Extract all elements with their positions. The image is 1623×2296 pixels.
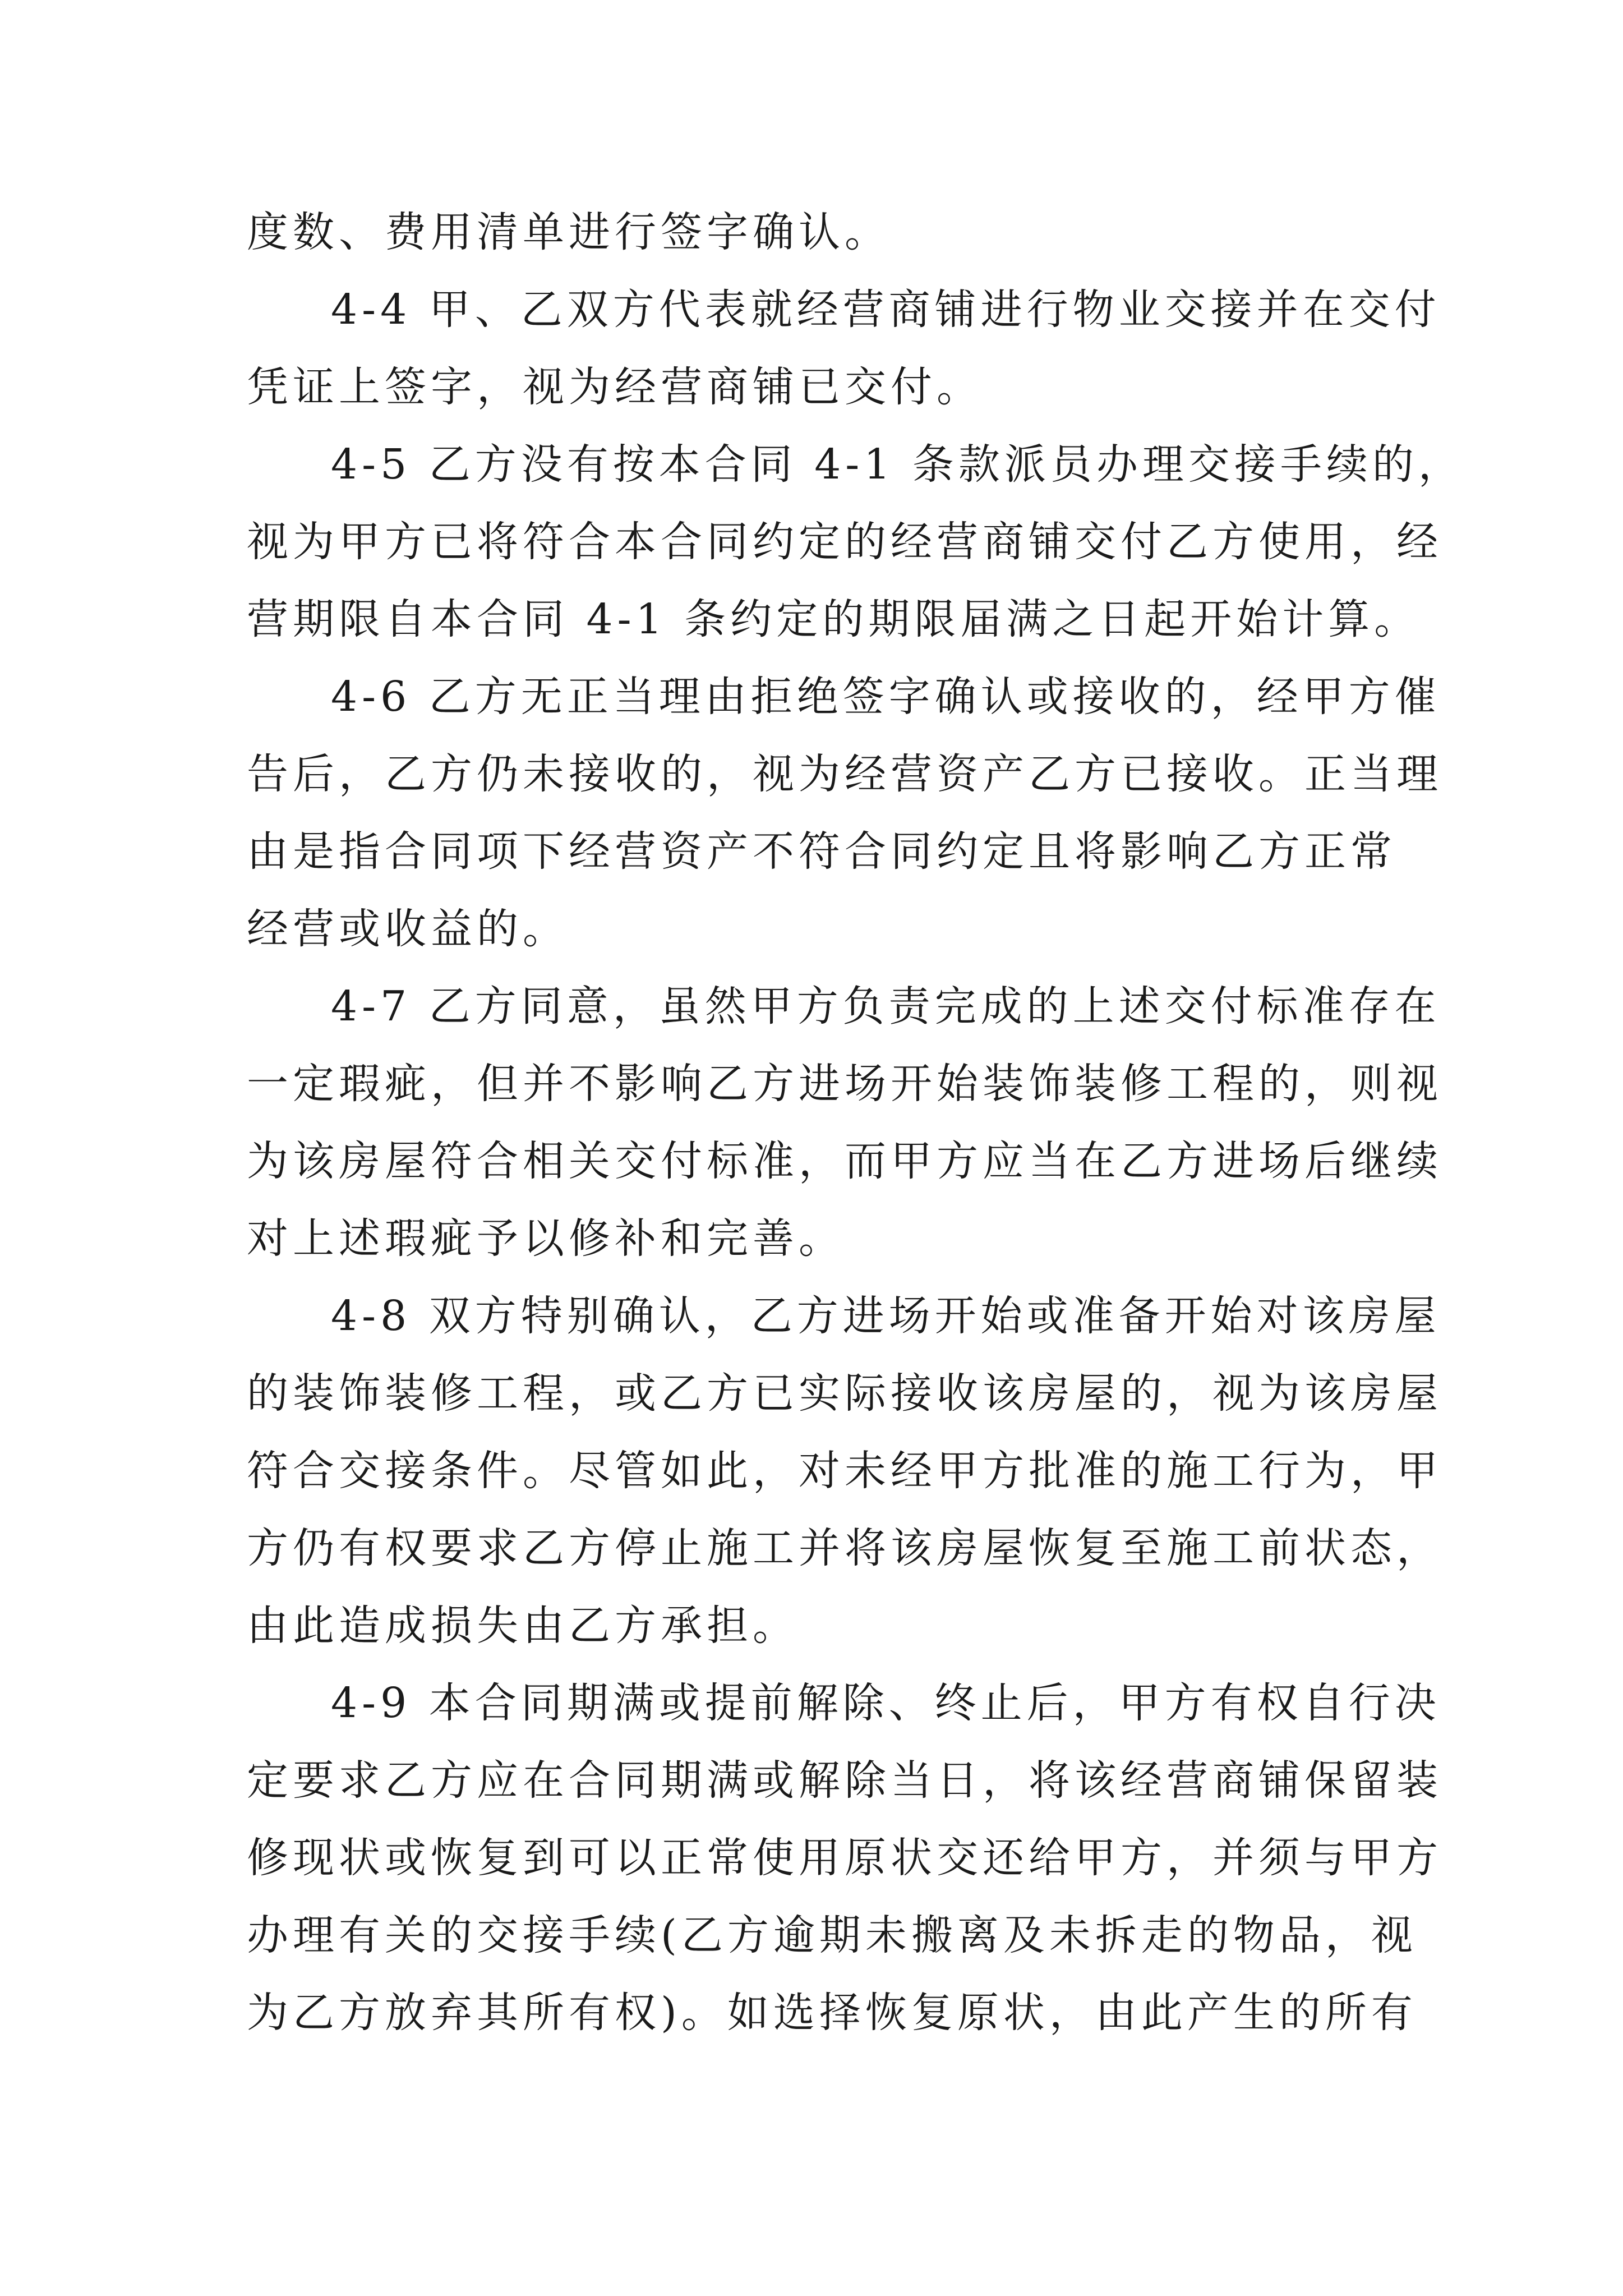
text-line: 对上述瑕疵予以修补和完善。	[247, 1214, 845, 1263]
text-line: 凭证上签字，视为经营商铺已交付。	[247, 363, 983, 411]
text-line: 4-5 乙方没有按本合同 4-1 条款派员办理交接手续的，	[331, 440, 1464, 489]
text-line: 为该房屋符合相关交付标准，而甲方应当在乙方进场后继续	[247, 1137, 1442, 1185]
text-line: 经营或收益的。	[247, 905, 569, 953]
text-line: 办理有关的交接手续(乙方逾期未搬离及未拆走的物品，视	[247, 1911, 1417, 1959]
text-line: 修现状或恢复到可以正常使用原状交还给甲方，并须与甲方	[247, 1834, 1442, 1882]
paragraph-clause-4-6	[247, 658, 1442, 968]
text-line: 定要求乙方应在合同期满或解除当日，将该经营商铺保留装	[247, 1756, 1442, 1805]
text-line: 4-7 乙方同意，虽然甲方负责完成的上述交付标准存在	[331, 982, 1441, 1030]
text-line: 由是指合同项下经营资产不符合同约定且将影响乙方正常	[247, 827, 1396, 876]
text-line: 符合交接条件。尽管如此，对未经甲方批准的施工行为，甲	[247, 1447, 1442, 1495]
paragraph-clause-4-9	[247, 1664, 1442, 2051]
text-line: 为乙方放弃其所有权)。如选择恢复原状，由此产生的所有	[247, 1989, 1417, 2037]
text-line: 4-9 本合同期满或提前解除、终止后，甲方有权自行决	[331, 1679, 1441, 1727]
paragraph-clause-4-4	[247, 271, 1441, 426]
text-line: 4-4 甲、乙双方代表就经营商铺进行物业交接并在交付	[331, 286, 1441, 334]
text-line: 视为甲方已将符合本合同约定的经营商铺交付乙方使用，经	[247, 518, 1442, 566]
text-line: 的装饰装修工程，或乙方已实际接收该房屋的，视为该房屋	[247, 1369, 1442, 1418]
text-line: 一定瑕疵，但并不影响乙方进场开始装饰装修工程的，则视	[247, 1060, 1442, 1108]
text-line: 度数、费用清单进行签字确认。	[247, 208, 891, 256]
paragraph-clause-4-7	[247, 968, 1442, 1277]
text-line: 4-6 乙方无正当理由拒绝签字确认或接收的，经甲方催	[331, 673, 1441, 721]
text-line: 营期限自本合同 4-1 条约定的期限届满之日起开始计算。	[247, 595, 1421, 643]
text-line: 方仍有权要求乙方停止施工并将该房屋恢复至施工前状态，	[247, 1524, 1442, 1572]
text-line: 4-8 双方特别确认，乙方进场开始或准备开始对该房屋	[331, 1292, 1441, 1340]
text-line: 告后，乙方仍未接收的，视为经营资产乙方已接收。正当理	[247, 750, 1442, 798]
text-line: 由此造成损失由乙方承担。	[247, 1602, 799, 1650]
paragraph-clause-4-5	[247, 426, 1464, 658]
paragraph-continuation	[247, 194, 1424, 271]
document-body	[247, 194, 1464, 2051]
paragraph-clause-4-8	[247, 1277, 1442, 1664]
